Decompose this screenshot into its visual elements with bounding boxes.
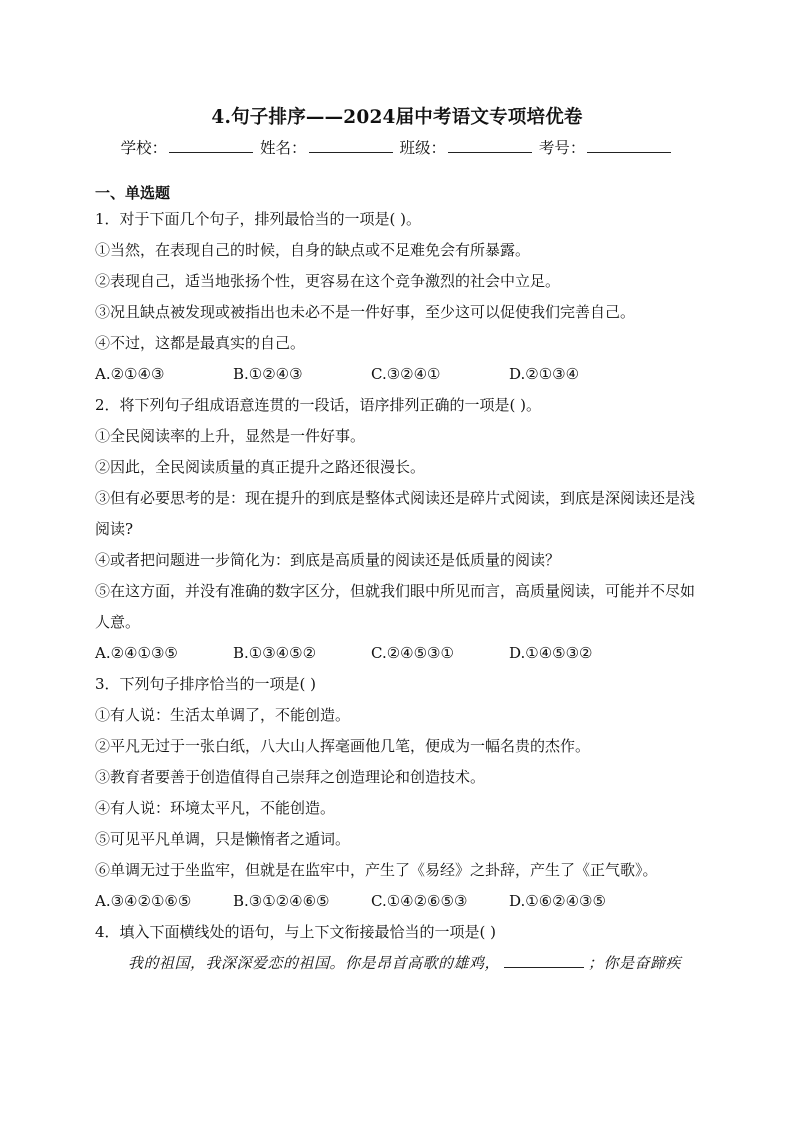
number-label: 考号： <box>538 139 586 157</box>
school-label: 学校： <box>120 139 168 157</box>
q1-option-b[interactable]: B.①②④③ <box>233 365 303 383</box>
school-blank[interactable] <box>169 138 253 153</box>
section-heading: 一、单选题 <box>95 184 171 202</box>
q3-item: ①有人说：生活太单调了，不能创造。 <box>95 706 351 724</box>
q1-stem: 1．对于下面几个句子，排列最恰当的一项是( )。 <box>95 210 422 228</box>
q1-option-a[interactable]: A.②①④③ <box>95 365 165 383</box>
q2-item: ②因此，全民阅读质量的真正提升之路还很漫长。 <box>95 458 426 476</box>
q2-item: ①全民阅读率的上升，显然是一件好事。 <box>95 427 366 445</box>
q1-item: ①当然，在表现自己的时候，自身的缺点或不足难免会有所暴露。 <box>95 241 531 259</box>
q1-item: ②表现自己，适当地张扬个性，更容易在这个竞争激烈的社会中立足。 <box>95 272 561 290</box>
q2-option-c[interactable]: C.②④⑤③① <box>371 644 454 662</box>
q1-option-c[interactable]: C.③②④① <box>371 365 441 383</box>
q2-item: ⑤在这方面，并没有准确的数字区分，但就我们眼中所见而言，高质量阅读，可能并不尽如人意。 <box>95 582 696 631</box>
q3-item: ③教育者要善于创造值得自己崇拜之创造理论和创造技术。 <box>95 768 486 786</box>
q2-option-b[interactable]: B.①③④⑤② <box>233 644 317 662</box>
q3-options <box>95 886 705 917</box>
q2-option-a[interactable]: A.②④①③⑤ <box>95 644 178 662</box>
q3-stem: 3．下列句子排序恰当的一项是( ) <box>95 675 317 693</box>
q1-options <box>95 359 705 390</box>
q3-item: ④有人说：环境太平凡，不能创造。 <box>95 799 336 817</box>
student-info-line <box>0 136 794 158</box>
class-blank[interactable] <box>448 138 532 153</box>
q3-item: ⑤可见平凡单调，只是懒惰者之遁词。 <box>95 830 351 848</box>
q3-option-b[interactable]: B.③①②④⑥⑤ <box>233 892 330 910</box>
q3-item: ②平凡无过于一张白纸，八大山人挥毫画他几笔，便成为一幅名贵的杰作。 <box>95 737 591 755</box>
q4-passage <box>95 948 705 979</box>
name-label: 姓名： <box>260 139 307 157</box>
q2-item: ③但有必要思考的是：现在提升的到底是整体式阅读还是碎片式阅读，到底是深阅读还是浅阅读? <box>95 489 696 538</box>
q1-item: ④不过，这都是最真实的自己。 <box>95 334 306 352</box>
q4-passage-end: ；你是奋蹄疾 <box>588 954 682 972</box>
q2-stem: 2．将下列句子组成语意连贯的一段话，语序排列正确的一项是( )。 <box>95 396 542 414</box>
q2-options <box>95 638 705 669</box>
q4-stem: 4．填入下面横线处的语句，与上下文衔接最恰当的一项是( ) <box>95 923 497 941</box>
q1-item: ③况且缺点被发现或被指出也未必不是一件好事，至少这可以促使我们完善自己。 <box>95 303 636 321</box>
q4-fill-blank[interactable] <box>504 953 584 968</box>
q1-option-d[interactable]: D.②①③④ <box>509 365 580 383</box>
q3-option-d[interactable]: D.①⑥②④③⑤ <box>509 892 606 910</box>
number-blank[interactable] <box>587 138 671 153</box>
name-blank[interactable] <box>309 138 393 153</box>
q3-option-a[interactable]: A.③④②①⑥⑤ <box>95 892 192 910</box>
q3-option-c[interactable]: C.①④②⑥⑤③ <box>371 892 468 910</box>
page-title: 4.句子排序——2024届中考语文专项培优卷 <box>211 107 583 128</box>
class-label: 班级： <box>399 139 446 157</box>
q3-item: ⑥单调无过于坐监牢，但就是在监牢中，产生了《易经》之卦辞，产生了《正气歌》。 <box>95 861 658 879</box>
q4-passage-start: 我的祖国，我深深爱恋的祖国。你是昂首高歌的雄鸡， <box>128 954 501 972</box>
q2-item: ④或者把问题进一步简化为：到底是高质量的阅读还是低质量的阅读？ <box>95 551 561 569</box>
q2-option-d[interactable]: D.①④⑤③② <box>509 644 593 662</box>
questions <box>95 204 705 979</box>
